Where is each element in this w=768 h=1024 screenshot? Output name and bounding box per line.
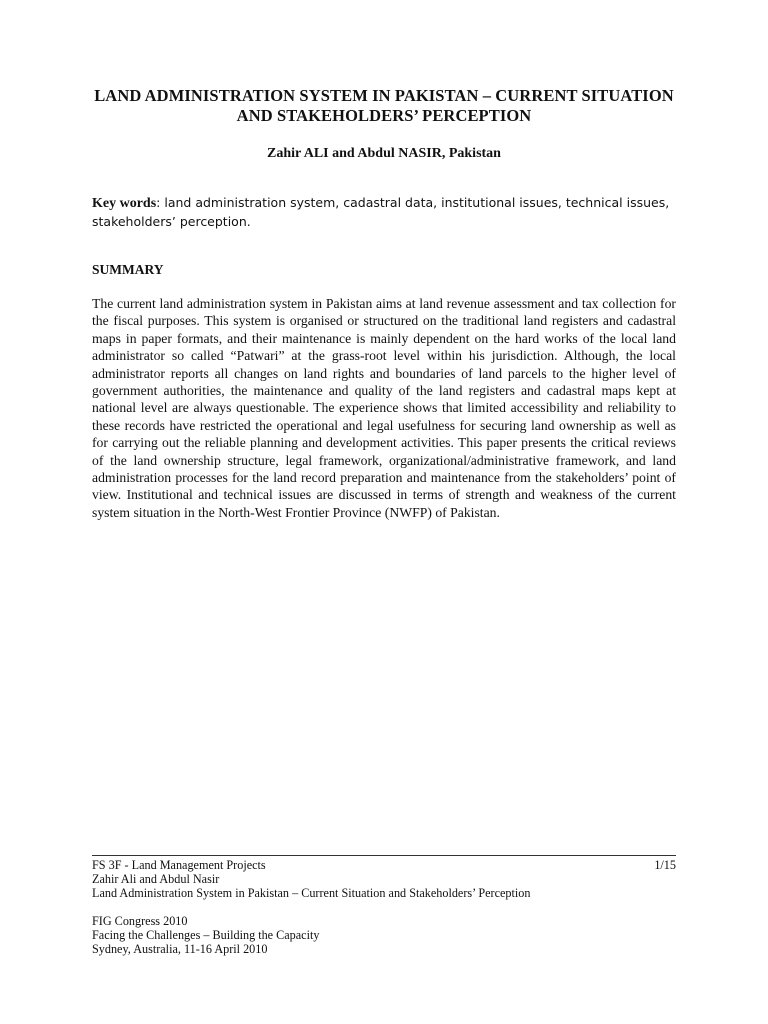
summary-paragraph: The current land administration system in Pakistan aims at land revenue assessment and tax collection for the fiscal purposes. This system is organised or structured on the traditional land registers and cadastral maps in paper formats, and their maintenance is mainly dependent on the hard works of the local land administrator so called “Patwari” at the grass-root level within his jurisdiction. Although, the local administrator reports all changes on land rights and boundaries of land parcels to the higher level of government authorities, the maintenance and quality of the land registers and cadastral maps kept at national level are always questionable. The experience shows that limited accessibility and reliability to these records have restricted the operational and legal usefulness for securing land ownership as well as for carrying out the reliable planning and development activities. This paper presents the critical reviews of the land ownership structure, legal framework, organizational/administrative framework, and land administration processes for the land record preparation and maintenance from the stakeholders’ point of view. Institutional and technical issues are discussed in terms of strength and weakness of the current system situation in the North-West Frontier Province (NWFP) of Pakistan.: [92, 296, 676, 520]
footer-congress: FIG Congress 2010: [92, 914, 188, 928]
summary-heading: SUMMARY: [92, 262, 164, 277]
footer-theme: Facing the Challenges – Building the Capacity: [92, 928, 320, 942]
footer-session: FS 3F - Land Management Projects: [92, 858, 266, 872]
keywords-label: Key words: [92, 196, 157, 211]
paper-title: LAND ADMINISTRATION SYSTEM IN PAKISTAN – CURRENT SITUATION AND STAKEHOLDERS’ PERCEPTION: [94, 86, 674, 125]
paper-authors: Zahir ALI and Abdul NASIR, Pakistan: [267, 146, 501, 161]
footer-location: Sydney, Australia, 11-16 April 2010: [92, 942, 268, 956]
keywords-text: : land administration system, cadastral data, institutional issues, technical issues, stakeholders’ perception.: [92, 195, 670, 229]
footer-spacer: [92, 900, 676, 914]
keywords-paragraph: [92, 194, 676, 231]
page-footer: [92, 855, 676, 956]
footer-authors: Zahir Ali and Abdul Nasir: [92, 872, 220, 886]
footer-paper-title: Land Administration System in Pakistan – Current Situation and Stakeholders’ Perception: [92, 886, 531, 900]
footer-top-row: [92, 858, 676, 872]
footer-page-number: 1/15: [654, 858, 676, 872]
